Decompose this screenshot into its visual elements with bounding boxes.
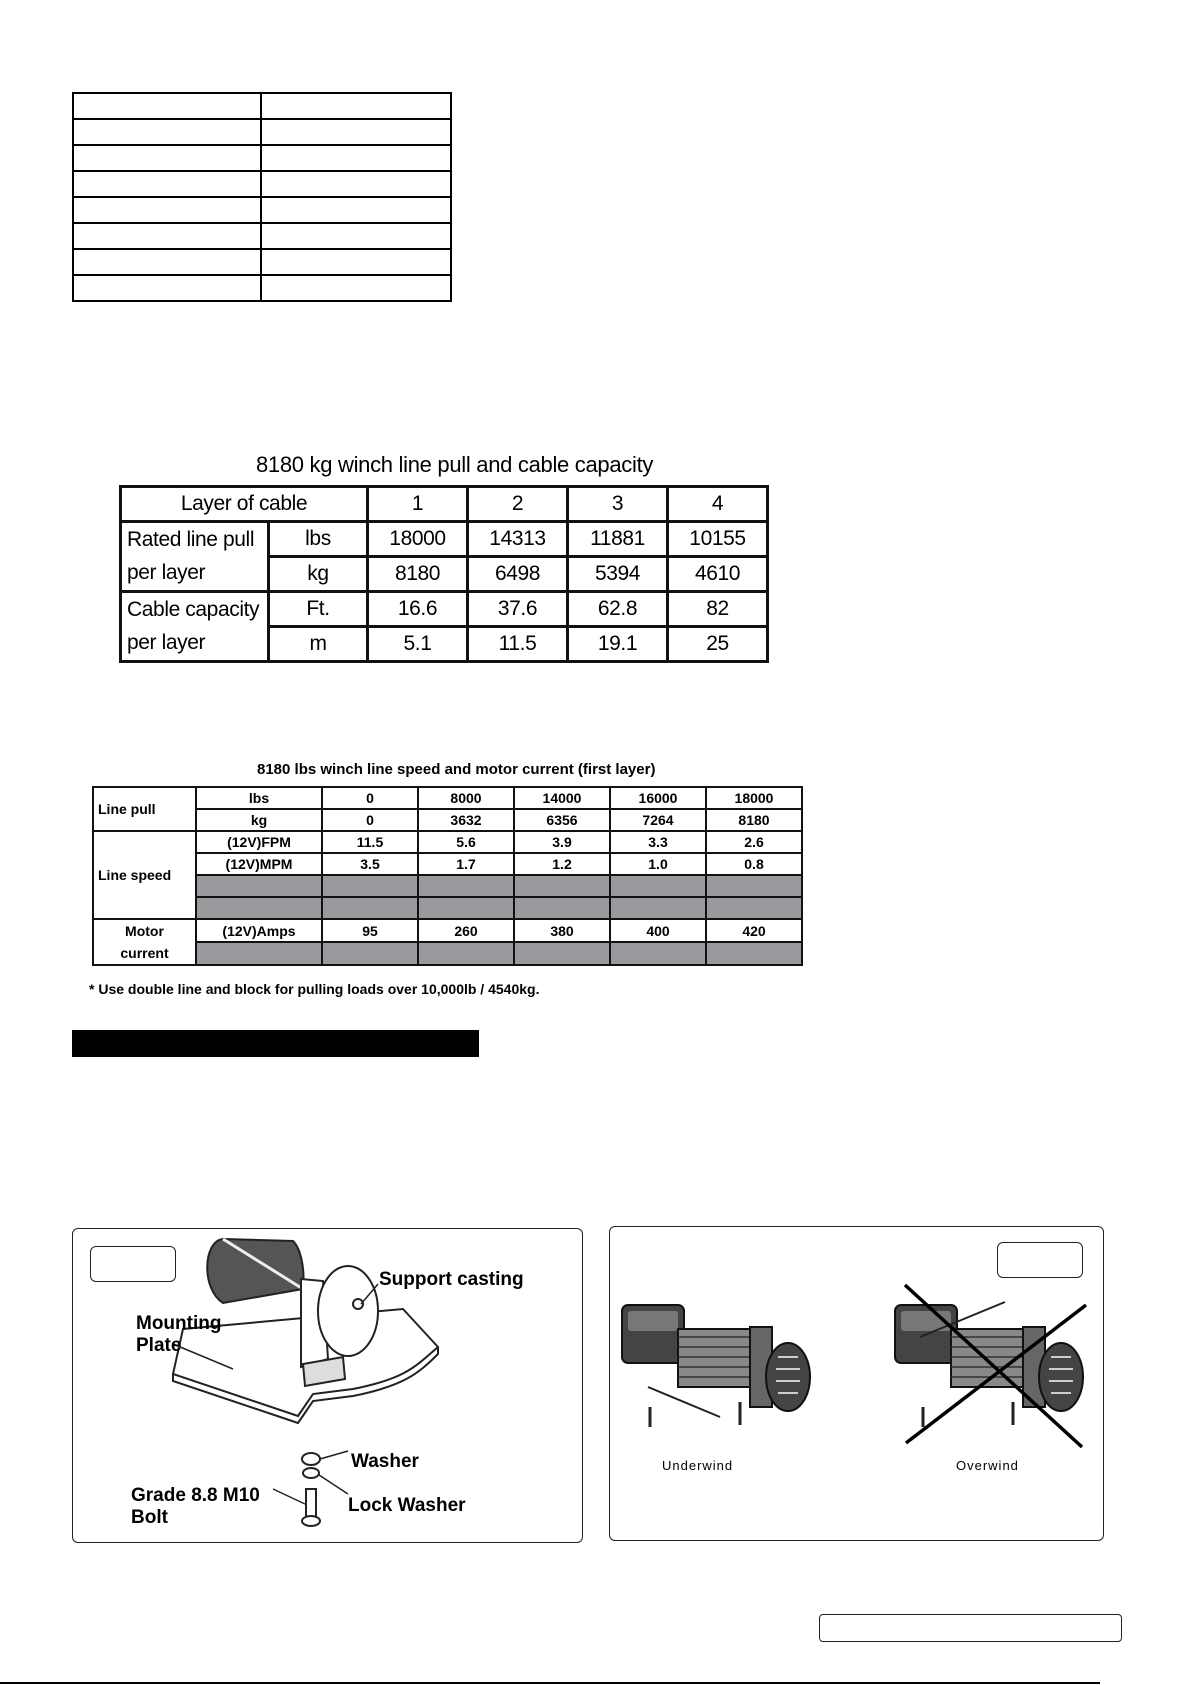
table-cell: 3632 [418, 809, 514, 831]
table-row [93, 831, 802, 853]
cable-capacity-label: Cable capacity per layer [121, 592, 269, 662]
underwind-winch-icon [622, 1305, 810, 1427]
line-pull-table-title: 8180 kg winch line pull and cable capacity [256, 452, 654, 477]
line-speed-label: Line speed [93, 831, 196, 919]
table-cell: 18000 [706, 787, 802, 809]
table-cell: lbs [269, 522, 368, 557]
shaded-cell [322, 875, 418, 897]
table-cell: 5.1 [368, 627, 468, 662]
lock-washer-label: Lock Washer [348, 1495, 466, 1516]
shaded-cell [418, 942, 514, 965]
table-cell: 5.6 [418, 831, 514, 853]
table-row [93, 919, 802, 942]
table-cell: 380 [514, 919, 610, 942]
table-cell: (12V)MPM [196, 853, 322, 875]
table-row [121, 522, 768, 557]
table-header-cell: Layer of cable [121, 487, 368, 522]
table-cell: 7264 [610, 809, 706, 831]
table-cell: 62.8 [568, 592, 668, 627]
table-row [121, 592, 768, 627]
table-row [93, 897, 802, 919]
shaded-cell [610, 942, 706, 965]
table-row [93, 875, 802, 897]
table-cell: 6356 [514, 809, 610, 831]
overwind-winch-icon [895, 1302, 1083, 1427]
mounting-plate-label: Mounting Plate [136, 1313, 222, 1356]
table-row [73, 119, 451, 145]
table-row [73, 145, 451, 171]
table-cell: 14313 [468, 522, 568, 557]
table-cell: kg [196, 809, 322, 831]
shaded-cell [706, 897, 802, 919]
table-cell: 0 [322, 809, 418, 831]
shaded-cell [196, 942, 322, 965]
overwind-caption: Overwind [956, 1458, 1019, 1473]
table-cell: 6498 [468, 557, 568, 592]
shaded-cell [514, 875, 610, 897]
shaded-cell [322, 942, 418, 965]
table-cell: 18000 [368, 522, 468, 557]
table-cell: 8180 [368, 557, 468, 592]
line-pull-table [119, 485, 769, 663]
speed-table-note: * Use double line and block for pulling loads over 10,000lb / 4540kg. [89, 981, 540, 997]
table-row [93, 809, 802, 831]
table-cell: 3.5 [322, 853, 418, 875]
table-cell: (12V)Amps [196, 919, 322, 942]
table-cell: 1.2 [514, 853, 610, 875]
table-cell: 1.0 [610, 853, 706, 875]
table-cell: 11.5 [468, 627, 568, 662]
spec-table [72, 92, 452, 302]
table-cell: 19.1 [568, 627, 668, 662]
table-cell: m [269, 627, 368, 662]
underwind-caption: Underwind [662, 1458, 734, 1473]
table-cell: 1.7 [418, 853, 514, 875]
table-row [73, 223, 451, 249]
table-cell: 8180 [706, 809, 802, 831]
table-cell: 16000 [610, 787, 706, 809]
support-casting-label: Support casting [379, 1269, 524, 1290]
shaded-cell [196, 875, 322, 897]
line-pull-label: Line pull [93, 787, 196, 831]
table-cell: 14000 [514, 787, 610, 809]
table-cell: Ft. [269, 592, 368, 627]
table-header-cell: 3 [568, 487, 668, 522]
table-row [121, 487, 768, 522]
shaded-cell [418, 875, 514, 897]
table-cell: 400 [610, 919, 706, 942]
table-row [73, 275, 451, 301]
table-row [93, 942, 802, 965]
winding-figure [609, 1226, 1104, 1541]
table-row [73, 171, 451, 197]
table-cell: 0.8 [706, 853, 802, 875]
table-cell: 95 [322, 919, 418, 942]
table-header-cell: 2 [468, 487, 568, 522]
table-cell: (12V)FPM [196, 831, 322, 853]
table-row [73, 249, 451, 275]
shaded-cell [610, 897, 706, 919]
table-row [73, 93, 451, 119]
table-cell: 4610 [668, 557, 768, 592]
table-cell: kg [269, 557, 368, 592]
table-row [93, 853, 802, 875]
footer-divider [0, 1682, 1100, 1684]
table-cell: 25 [668, 627, 768, 662]
table-cell: 420 [706, 919, 802, 942]
table-cell: 11.5 [322, 831, 418, 853]
speed-table-title: 8180 lbs winch line speed and motor current (first layer) [257, 761, 656, 778]
table-cell: 2.6 [706, 831, 802, 853]
table-cell: 16.6 [368, 592, 468, 627]
mounting-figure [72, 1228, 583, 1543]
washer-label: Washer [351, 1451, 419, 1472]
bolt-label: Grade 8.8 M10 Bolt [131, 1485, 260, 1528]
table-cell: 8000 [418, 787, 514, 809]
shaded-cell [514, 897, 610, 919]
shaded-cell [610, 875, 706, 897]
table-cell: lbs [196, 787, 322, 809]
motor-current-label: Motor current [93, 919, 196, 965]
shaded-cell [322, 897, 418, 919]
table-cell: 5394 [568, 557, 668, 592]
table-cell: 260 [418, 919, 514, 942]
shaded-cell [418, 897, 514, 919]
table-cell: 3.3 [610, 831, 706, 853]
table-row [73, 197, 451, 223]
footer-page-box [819, 1614, 1122, 1642]
rated-line-pull-label: Rated line pull per layer [121, 522, 269, 592]
shaded-cell [706, 942, 802, 965]
shaded-cell [196, 897, 322, 919]
section-heading-bar [72, 1030, 479, 1057]
table-cell: 3.9 [514, 831, 610, 853]
table-cell: 82 [668, 592, 768, 627]
table-cell: 11881 [568, 522, 668, 557]
table-cell: 37.6 [468, 592, 568, 627]
speed-table [92, 786, 803, 966]
table-header-cell: 4 [668, 487, 768, 522]
table-cell: 10155 [668, 522, 768, 557]
table-header-cell: 1 [368, 487, 468, 522]
shaded-cell [514, 942, 610, 965]
shaded-cell [706, 875, 802, 897]
table-cell: 0 [322, 787, 418, 809]
winding-illustration [610, 1227, 1103, 1540]
table-row [93, 787, 802, 809]
